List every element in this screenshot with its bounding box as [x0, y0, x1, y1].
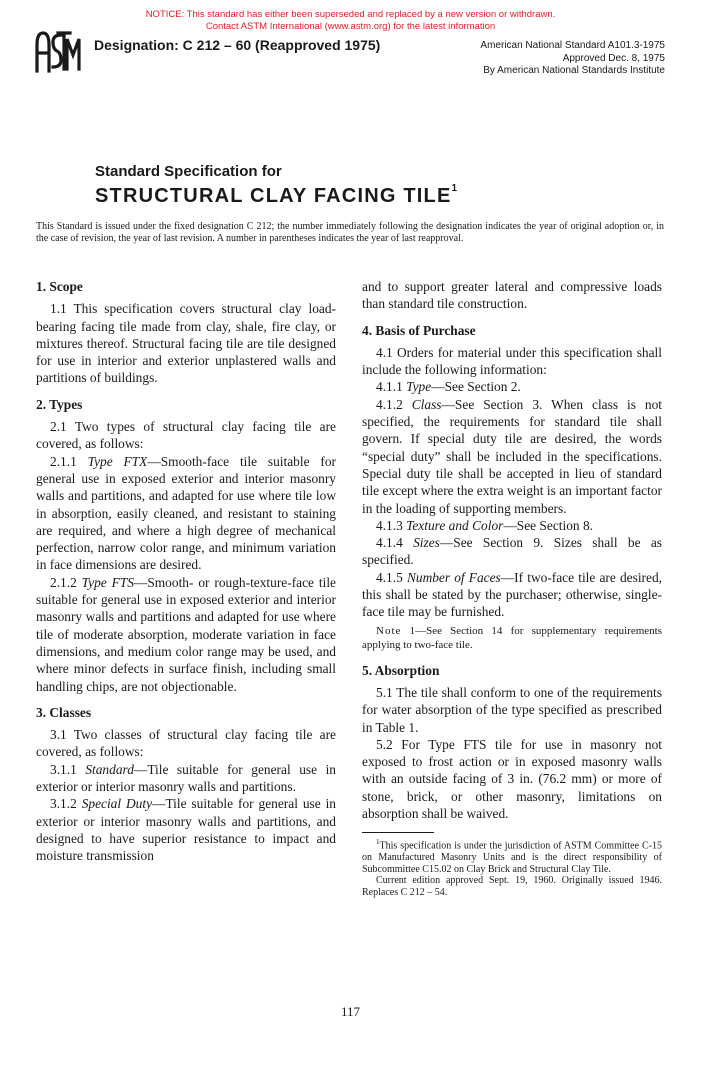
withdrawn-notice [0, 9, 701, 33]
clause-number: 4.1.5 [376, 569, 403, 585]
term: Sizes [413, 535, 440, 551]
clause-number: 4.1.3 [376, 517, 403, 533]
notice-line-1: NOTICE: This standard has either been superseded and replaced by a new version or withdrawn. [145, 9, 556, 20]
footnote-text: This specification is under the jurisdiction of ASTM Committee C-15 on Manufactured Masonry Units and is the direct responsibility of Subcommittee C15.02 on Clay Brick and Structural Clay Tile. [362, 840, 662, 875]
clause-number: 3.1.1 [50, 761, 77, 777]
clause-text: —Tile suitable for general use in exterior or interior masonry walls and partitions, and designed to have superior resistance to impact and moisture transmission [36, 796, 336, 864]
clause-number: 3.1.2 [50, 796, 77, 812]
paragraph: 5.1 The tile shall conform to one of the requirements for water absorption of the type specified as prescribed in Table 1. [362, 684, 662, 735]
clause-text: —See Section 2. [431, 379, 521, 395]
paragraph: 2.1 Two types of structural clay facing tile are covered, as follows: [36, 419, 336, 452]
clause-number: 4.1.4 [376, 535, 403, 551]
note-text: 1—See Section 14 for supplementary requirements applying to two-face tile. [362, 624, 662, 651]
section-heading: 4. Basis of Purchase [362, 322, 476, 338]
clause-number: 2.1.2 [50, 574, 77, 590]
title-footnote-ref: 1 [451, 183, 458, 194]
section-heading: 1. Scope [36, 279, 83, 294]
term: Type [406, 379, 432, 395]
footnote-edition: Current edition approved Sept. 19, 1960. Originally issued 1946. Replaces C 212 – 54. [362, 875, 662, 899]
term: Type FTX [87, 453, 148, 469]
svg-text:ASTM: ASTM [58, 73, 61, 74]
term: Texture and Color [406, 517, 504, 533]
clause-text: —If two-face tile are desired, this shall be stated by the purchaser; otherwise, single-face tile may be furnished. [362, 569, 662, 620]
clause-number: 4.1.2 [376, 396, 403, 412]
paragraph: 3.1 Two classes of structural clay facing tile are covered, as follows: [36, 727, 336, 760]
clause-number: 2.1.1 [50, 453, 77, 469]
paragraph: 1.1 This specification covers structural clay load-bearing facing tile made from clay, shale, fire clay, or mixtures thereof. Structural facing tile are tile designed for use in interior and exterior unplastered walls and partitions of buildings. [36, 301, 336, 386]
clause-text: —See Section 3. When class is not specified, the requirements for standard tile shall govern. If special duty tile are desired, the words “special duty” shall be included in the specifications. Special duty tile shall be accepted in lieu of standard tile except where the extra weight is an important factor in the loading of supporting members. [362, 396, 662, 516]
footnote-divider [362, 832, 434, 833]
footnote [362, 837, 662, 875]
term: Special Duty [81, 796, 153, 812]
right-column [362, 278, 662, 899]
paragraph [362, 517, 662, 534]
clause-text: —Smooth- or rough-texture-face tile suitable for general use in exposed exterior and interior masonry walls and partitions and adapted for use where tile of moderate absorption, moderate variation in face dimensions, and medium color range may be used, and where minor defects in surface finish, including small handling chips, are not objectionable. [36, 574, 336, 694]
ansi-institute: By American National Standards Institute [483, 65, 665, 76]
ansi-approval [480, 40, 665, 78]
paragraph [362, 534, 662, 569]
section-heading: 2. Types [36, 396, 83, 412]
left-column [36, 278, 336, 865]
ansi-approved-date: Approved Dec. 8, 1975 [562, 52, 665, 64]
paragraph: and to support greater lateral and compressive loads than standard tile construction. [362, 279, 662, 312]
astm-logo-icon [34, 29, 82, 73]
section-heading: 5. Absorption [362, 662, 440, 678]
paragraph [36, 574, 336, 695]
term: Class [411, 396, 442, 412]
paragraph [36, 761, 336, 796]
clause-text: —See Section 8. [503, 517, 593, 533]
term: Number of Faces [406, 569, 501, 585]
clause-number: 4.1.1 [376, 379, 403, 395]
issue-note: This Standard is issued under the fixed designation C 212; the number immediately following the designation indicates the year of original adoption or, in the case of revision, the year of last revision. A number in parentheses indicates the year of last reapproval. [36, 221, 664, 244]
page-number: 117 [340, 1004, 361, 1019]
designation: Designation: C 212 – 60 (Reapproved 1975) [94, 37, 381, 53]
title-text: STRUCTURAL CLAY FACING TILE [95, 185, 452, 207]
paragraph [362, 378, 662, 395]
clause-text: —See Section 9. Sizes shall be as specified. [362, 535, 662, 568]
footnote-number: 1 [376, 838, 380, 847]
note-label: Note [376, 624, 402, 637]
notice-line-2: Contact ASTM International (www.astm.org) for the latest information [205, 21, 496, 32]
term: Type FTS [81, 574, 134, 590]
clause-text: —Tile suitable for general use in exterior or interior masonry walls and partitions. [36, 761, 336, 795]
paragraph [362, 569, 662, 621]
paragraph: 4.1 Orders for material under this specification shall include the following information: [362, 344, 662, 378]
clause-text: —Smooth-face tile suitable for general use in exposed exterior and interior masonry walls and partitions, and adapted for use where tile low in absorption, easily cleaned, and resistant to staining are required, and where a high degree of mechanical perfection, narrow color range, and minimum variation in face dimensions are desired. [36, 453, 336, 573]
note [362, 624, 662, 652]
paragraph [36, 453, 336, 574]
paragraph: 5.2 For Type FTS tile for use in masonry not exposed to frost action or in exposed masonry walls with an outside facing of 3 in. (76.2 mm) or more of stone, brick, or other masonry, limitations on absorption shall be waived. [362, 736, 662, 822]
spec-subtitle: Standard Specification for [95, 163, 282, 180]
paragraph [36, 795, 336, 864]
page-title [95, 185, 457, 208]
ansi-standard: American National Standard A101.3-1975 [480, 40, 665, 51]
section-heading: 3. Classes [36, 704, 92, 720]
term: Standard [85, 761, 134, 777]
paragraph [362, 396, 662, 517]
